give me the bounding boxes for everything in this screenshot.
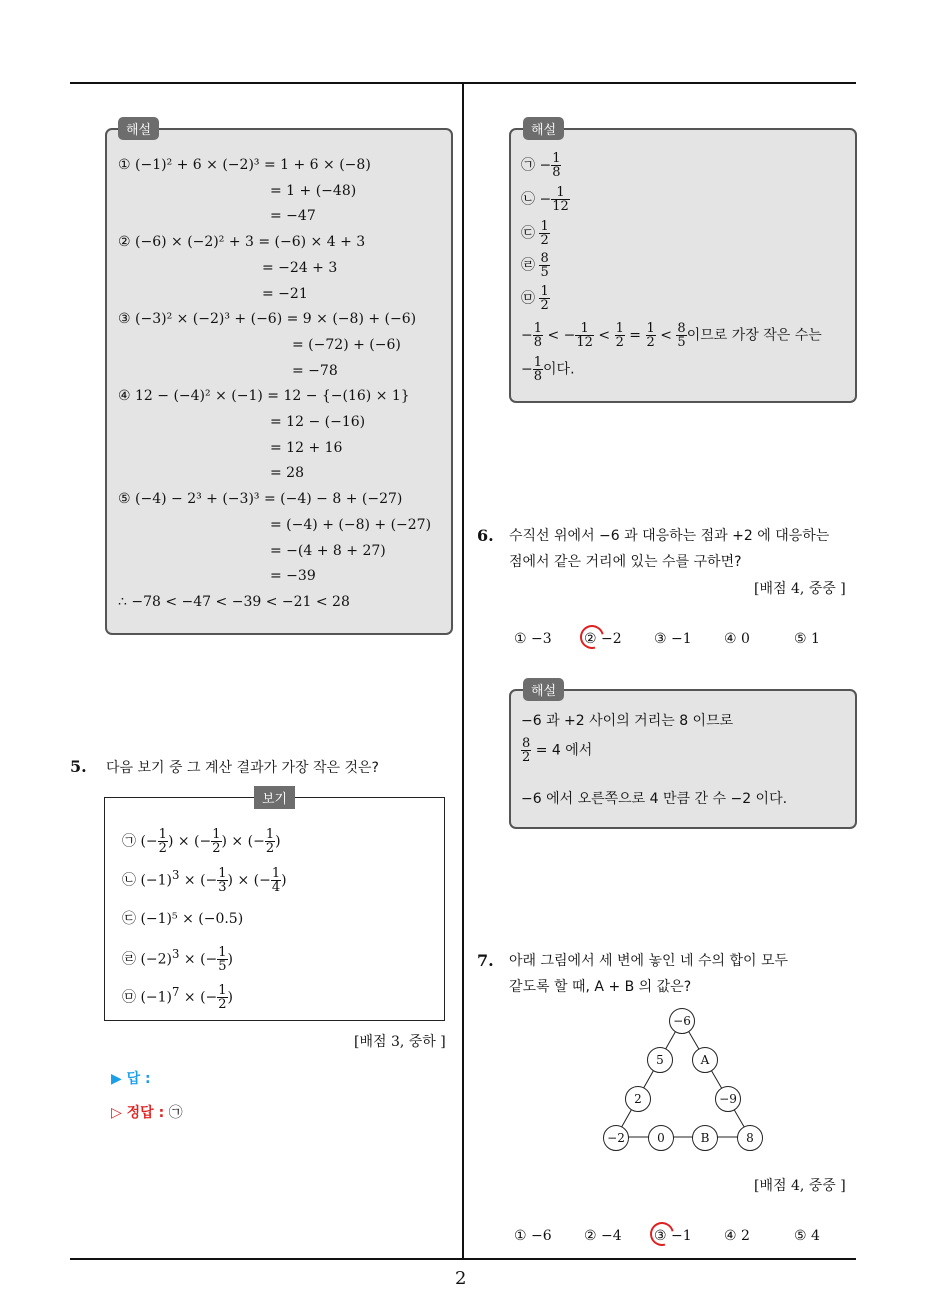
- question-number-6: 6.: [477, 526, 494, 545]
- sol6-line2: $\frac{8}{2}$ = 4 에서: [522, 736, 593, 765]
- triangle-node-left-1: 5: [647, 1047, 673, 1073]
- solution-line: = (−4) + (−8) + (−27): [270, 516, 432, 533]
- question-text-6b: 점에서 같은 거리에 있는 수를 구하면?: [509, 554, 742, 570]
- choice-6-3[interactable]: ③ −1: [654, 631, 692, 647]
- question-text-7a: 아래 그림에서 세 변에 놓인 네 수의 합이 모두: [509, 953, 789, 969]
- option-b: ㉡ $(-1)^3$ × (− $\frac{1}{3}$ ) × (− $\frac{1}{4}$ ): [122, 866, 287, 896]
- sol6-line3: −6 에서 오른쪽으로 4 만큼 간 수 −2 이다.: [521, 791, 788, 807]
- question-text-7b: 같도록 할 때, A + B 의 값은?: [509, 979, 692, 995]
- solution-line: ① (−1)² + 6 × (−2)³ = 1 + 6 × (−8): [118, 157, 371, 173]
- solution-line: = −24 + 3: [262, 259, 338, 276]
- sol-inequality: − $\frac{1}{8}$ < − $\frac{1}{12}$ < $\frac{1}{2}$ = $\frac{1}{2}$ < $\frac{8}{5}$ 이므로 가장 작은 수는: [521, 321, 822, 350]
- choice-7-3[interactable]: ③ −1: [654, 1228, 692, 1244]
- sol-c: ㉢ $\frac{1}{2}$: [521, 219, 549, 248]
- solution-line: = (−72) + (−6): [292, 336, 401, 353]
- answer-label: ▶ 답 :: [111, 1071, 151, 1087]
- option-e: ㉤ $(-1)^7$ × (− $\frac{1}{2}$ ): [122, 983, 234, 1013]
- choice-7-2[interactable]: ② −4: [584, 1228, 622, 1244]
- option-c: [122, 910, 243, 928]
- sol-a: ㉠ − $\frac{1}{8}$: [521, 151, 561, 180]
- solution-line: = 28: [270, 465, 304, 482]
- correct-label: ▷ 정답 :: [111, 1105, 165, 1121]
- triangle-node-bottom-left: −2: [603, 1125, 629, 1151]
- score-q7: [배점 4, 중중 ]: [754, 1178, 846, 1194]
- solution-tag: 해설: [118, 117, 159, 140]
- solution-line: = 12 + 16: [270, 439, 343, 456]
- solution-line: ② (−6) × (−2)² + 3 = (−6) × 4 + 3: [118, 234, 366, 251]
- option-e-marker: ㉤: [122, 989, 136, 1006]
- sol-end: 이다.: [543, 361, 575, 378]
- solution-line: ④ 12 − (−4)² × (−1) = 12 − {−(16) × 1}: [118, 388, 410, 405]
- choice-6-4[interactable]: ④ 0: [724, 631, 750, 647]
- question-text-5: 다음 보기 중 그 계산 결과가 가장 작은 것은?: [106, 760, 379, 776]
- bottom-rule: [70, 1258, 856, 1260]
- triangle-node-bottom-2: 0: [648, 1125, 674, 1151]
- triangle-node-b: B: [692, 1125, 718, 1151]
- choice-7-1[interactable]: ① −6: [514, 1228, 552, 1244]
- solution-line: ③ (−3)² × (−2)³ + (−6) = 9 × (−8) + (−6): [118, 311, 417, 328]
- triangle-node-right-2: −9: [715, 1086, 741, 1112]
- solution-tag-2: 해설: [523, 117, 564, 140]
- sol-e: ㉤ $\frac{1}{2}$: [521, 284, 549, 313]
- triangle-node-top: −6: [669, 1008, 695, 1034]
- option-d: ㉣ $(-2)^3$ × (− $\frac{1}{5}$ ): [122, 945, 234, 975]
- solution-line: = −(4 + 8 + 27): [270, 542, 386, 559]
- solution-line: = 12 − (−16): [270, 414, 366, 430]
- solution-line: = −78: [292, 362, 338, 379]
- bogi-tag: 보기: [254, 786, 295, 809]
- choice-7-5[interactable]: ⑤ 4: [794, 1228, 820, 1244]
- choice-6-2[interactable]: ② −2: [584, 631, 622, 647]
- choice-6-1[interactable]: ① −3: [514, 631, 552, 647]
- sol6-line1: −6 과 +2 사이의 거리는 8 이므로: [521, 713, 734, 729]
- sol-d: ㉣ $\frac{8}{5}$: [521, 251, 549, 280]
- score-q5: [배점 3, 중하 ]: [354, 1034, 446, 1050]
- question-text-6a: 수직선 위에서 −6 과 대응하는 점과 +2 에 대응하는: [509, 528, 830, 544]
- score-q6: [배점 4, 중중 ]: [754, 581, 846, 597]
- solution-line: ∴ −78 < −47 < −39 < −21 < 28: [118, 593, 350, 610]
- option-c-marker: ㉢: [122, 911, 136, 927]
- option-c-expr: (−1)⁵ × (−0.5): [140, 911, 244, 927]
- selected-mark-7: [646, 1218, 679, 1251]
- sol-b: ㉡ − $\frac{1}{12}$: [521, 185, 569, 214]
- choice-6-5[interactable]: ⑤ 1: [794, 631, 820, 647]
- correct-answer: [111, 1104, 183, 1122]
- solution-line: = −39: [270, 568, 316, 585]
- option-a: ㉠ (− $\frac{1}{2}$ ) × (− $\frac{1}{2}$ ) × (− $\frac{1}{2}$ ): [122, 827, 281, 856]
- solution-line: ⑤ (−4) − 2³ + (−3)³ = (−4) − 8 + (−27): [118, 491, 403, 508]
- solution-tag-3: 해설: [523, 678, 564, 701]
- triangle-node-left-2: 2: [625, 1086, 651, 1112]
- sol-conclusion: − $\frac{1}{8}$ 이다.: [521, 355, 575, 384]
- question-number-7: 7.: [477, 951, 494, 970]
- choice-7-4[interactable]: ④ 2: [724, 1228, 750, 1244]
- triangle-node-bottom-right: 8: [737, 1125, 763, 1151]
- column-divider: [462, 82, 464, 1260]
- option-b-marker: ㉡: [122, 872, 136, 889]
- option-d-marker: ㉣: [122, 951, 136, 968]
- solution-line: = 1 + (−48): [270, 182, 357, 199]
- selected-mark-6: [576, 621, 609, 654]
- sol-tail: 이므로 가장 작은 수는: [686, 327, 822, 344]
- solution-line: = −21: [262, 285, 308, 302]
- solution-line: = −47: [270, 208, 316, 225]
- sol6-line2-tail: = 4 에서: [535, 742, 593, 759]
- page-number: 2: [455, 1268, 467, 1289]
- triangle-node-a: A: [692, 1047, 718, 1073]
- correct-value: ㉠: [168, 1105, 183, 1121]
- option-a-marker: ㉠: [122, 833, 136, 850]
- question-number-5: 5.: [70, 757, 87, 776]
